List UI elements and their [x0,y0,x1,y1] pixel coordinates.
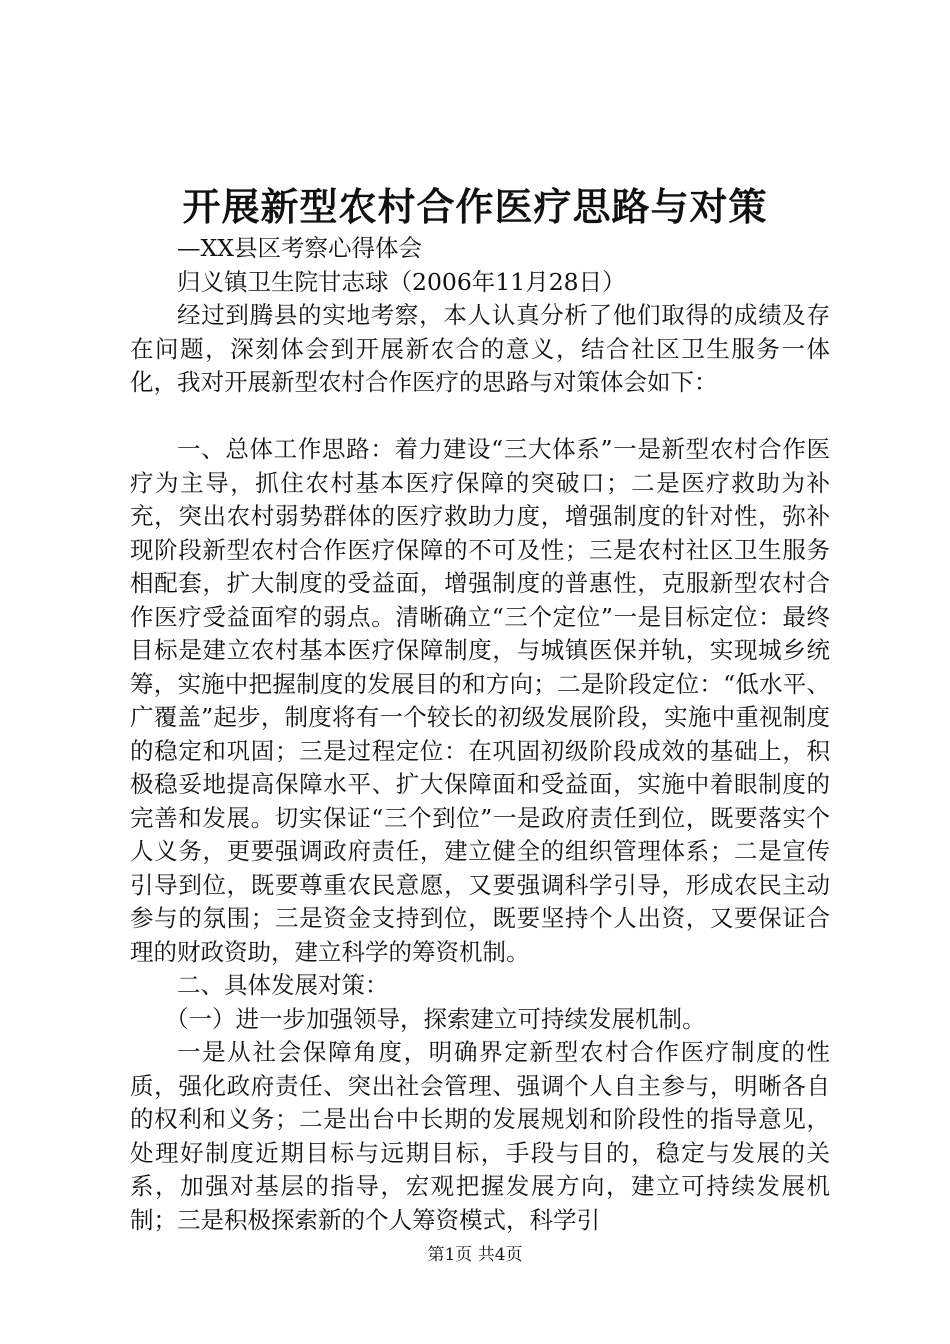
author-line: 归义镇卫生院甘志球（2006年11月28日） [177,267,626,296]
subtitle-line: —XX县区考察心得体会 [177,234,422,262]
section-two-heading: 二、具体发展对策： [177,971,389,999]
subsection-one-paragraph: 一是从社会保障角度，明确界定新型农村合作医疗制度的性质，强化政府责任、突出社会管理、强调个人自主参与，明晰各自的权利和义务；二是出台中长期的发展规划和阶段性的指导意见，处理好制度近期目标与远期目标，手段与目的，稳定与发展的关系，加强对基层的指导，宏观把握发展方向，建立可持续发展机制；三是积极探索新的个人筹资模式，科学引 [130,1038,830,1234]
section-one-paragraph: 一、总体工作思路：着力建设“三大体系”一是新型农村合作医疗为主导，抓住农村基本医疗保障的突破口；二是医疗救助为补充，突出农村弱势群体的医疗救助力度，增强制度的针对性，弥补现阶段新型农村合作医疗保障的不可及性；三是农村社区卫生服务相配套，扩大制度的受益面，增强制度的普惠性，克服新型农村合作医疗受益面窄的弱点。清晰确立“三个定位”一是目标定位：最终目标是建立农村基本医疗保障制度，与城镇医保并轨，实现城乡统筹，实施中把握制度的发展目的和方向；二是阶段定位：“低水平、广覆盖”起步，制度将有一个较长的初级发展阶段，实施中重视制度的稳定和巩固；三是过程定位：在巩固初级阶段成效的基础上，积极稳妥地提高保障水平、扩大保障面和受益面，实施中着眼制度的完善和发展。切实保证“三个到位”一是政府责任到位，既要落实个人义务，更要强调政府责任，建立健全的组织管理体系；二是宣传引导到位，既要尊重农民意愿，又要强调科学引导，形成农民主动参与的氛围；三是资金支持到位，既要坚持个人出资，又要保证合理的财政资助，建立科学的筹资机制。 [130,435,830,966]
page-footer: 第1页 共4页 [427,1245,523,1265]
document-body [130,232,830,1237]
document-title: 开展新型农村合作医疗思路与对策 [182,184,768,229]
intro-paragraph: 经过到腾县的实地考察，本人认真分析了他们取得的成绩及存在问题，深刻体会到开展新农合的意义，结合社区卫生服务一体化，我对开展新型农村合作医疗的思路与对策体会如下： [130,301,830,396]
subsection-one-heading: （一）进一步加强领导，探索建立可持续发展机制。 [165,1004,706,1033]
